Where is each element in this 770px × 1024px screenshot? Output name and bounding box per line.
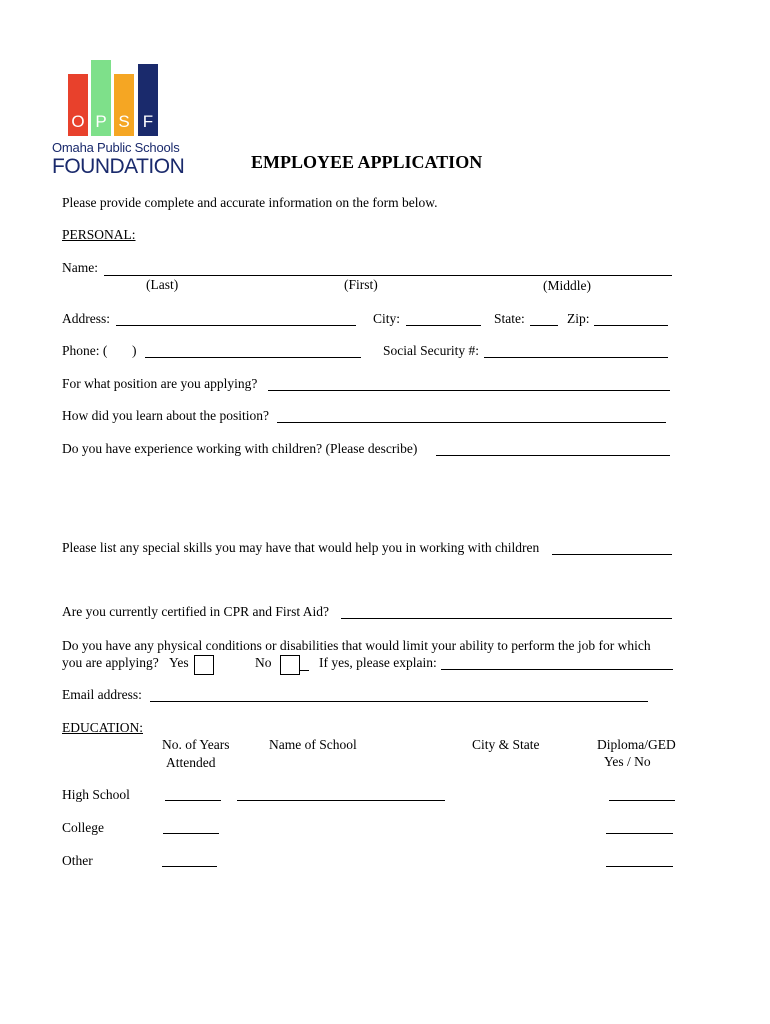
other-diploma-field[interactable] [606, 866, 673, 867]
logo-subtitle: Omaha Public Schools [52, 140, 180, 155]
logo-bar-o: O [68, 74, 88, 136]
yes-checkbox[interactable] [194, 655, 214, 675]
intro-text: Please provide complete and accurate information on the form below. [62, 195, 438, 210]
logo-name: FOUNDATION [52, 155, 185, 178]
address-field[interactable] [116, 325, 356, 326]
no-label: No [255, 655, 272, 670]
state-label: State: [494, 311, 525, 326]
college-years-field[interactable] [163, 833, 219, 834]
position-question: For what position are you applying? [62, 376, 258, 391]
col-school-header: Name of School [269, 737, 357, 752]
learn-field[interactable] [277, 422, 666, 423]
cpr-question: Are you currently certified in CPR and First Aid? [62, 604, 329, 619]
experience-question: Do you have experience working with children? (Please describe) [62, 441, 418, 456]
ssn-field[interactable] [484, 357, 668, 358]
logo-bar-p: P [91, 60, 111, 136]
city-field[interactable] [406, 325, 481, 326]
middle-caption: (Middle) [543, 278, 591, 293]
zip-field[interactable] [594, 325, 668, 326]
col-years-header-2: Attended [166, 755, 216, 770]
col-diploma-header-2: Yes / No [604, 754, 651, 769]
skills-field[interactable] [552, 554, 672, 555]
other-years-field[interactable] [162, 866, 217, 867]
col-years-header-1: No. of Years [162, 737, 230, 752]
position-field[interactable] [268, 390, 670, 391]
col-city-header: City & State [472, 737, 540, 752]
no-line [300, 670, 309, 671]
email-field[interactable] [150, 701, 648, 702]
ssn-label: Social Security #: [383, 343, 479, 358]
yes-label: Yes [169, 655, 189, 670]
learn-question: How did you learn about the position? [62, 408, 269, 423]
high-school-diploma-field[interactable] [609, 800, 675, 801]
personal-heading: PERSONAL: [62, 227, 136, 242]
address-label: Address: [62, 311, 110, 326]
college-diploma-field[interactable] [606, 833, 673, 834]
logo-bar-f: F [138, 64, 158, 136]
physical-question-line1: Do you have any physical conditions or disabilities that would limit your ability to perform the job for which [62, 638, 651, 653]
city-label: City: [373, 311, 401, 326]
physical-question-line2: you are applying? [62, 655, 159, 670]
skills-question: Please list any special skills you may have that would help you in working with children [62, 540, 540, 555]
opsf-logo [52, 58, 187, 178]
logo-bar-s: S [114, 74, 134, 136]
high-school-name-field[interactable] [237, 800, 445, 801]
high-school-years-field[interactable] [165, 800, 221, 801]
explain-label: If yes, please explain: [319, 655, 437, 670]
row-other: Other [62, 853, 93, 868]
experience-field[interactable] [436, 455, 670, 456]
first-caption: (First) [344, 277, 378, 292]
phone-field[interactable] [145, 357, 361, 358]
cpr-field[interactable] [341, 618, 672, 619]
name-field[interactable] [104, 275, 672, 276]
no-checkbox[interactable] [280, 655, 300, 675]
phone-close-paren: ) [132, 343, 137, 358]
last-caption: (Last) [146, 277, 179, 292]
email-label: Email address: [62, 687, 142, 702]
phone-label: Phone: ( [62, 343, 108, 358]
zip-label: Zip: [567, 311, 590, 326]
row-college: College [62, 820, 104, 835]
education-heading: EDUCATION: [62, 720, 143, 735]
explain-field[interactable] [441, 669, 673, 670]
row-high-school: High School [62, 787, 130, 802]
page-title: EMPLOYEE APPLICATION [251, 152, 483, 172]
state-field[interactable] [530, 325, 558, 326]
name-label: Name: [62, 260, 98, 275]
col-diploma-header-1: Diploma/GED [597, 737, 676, 752]
